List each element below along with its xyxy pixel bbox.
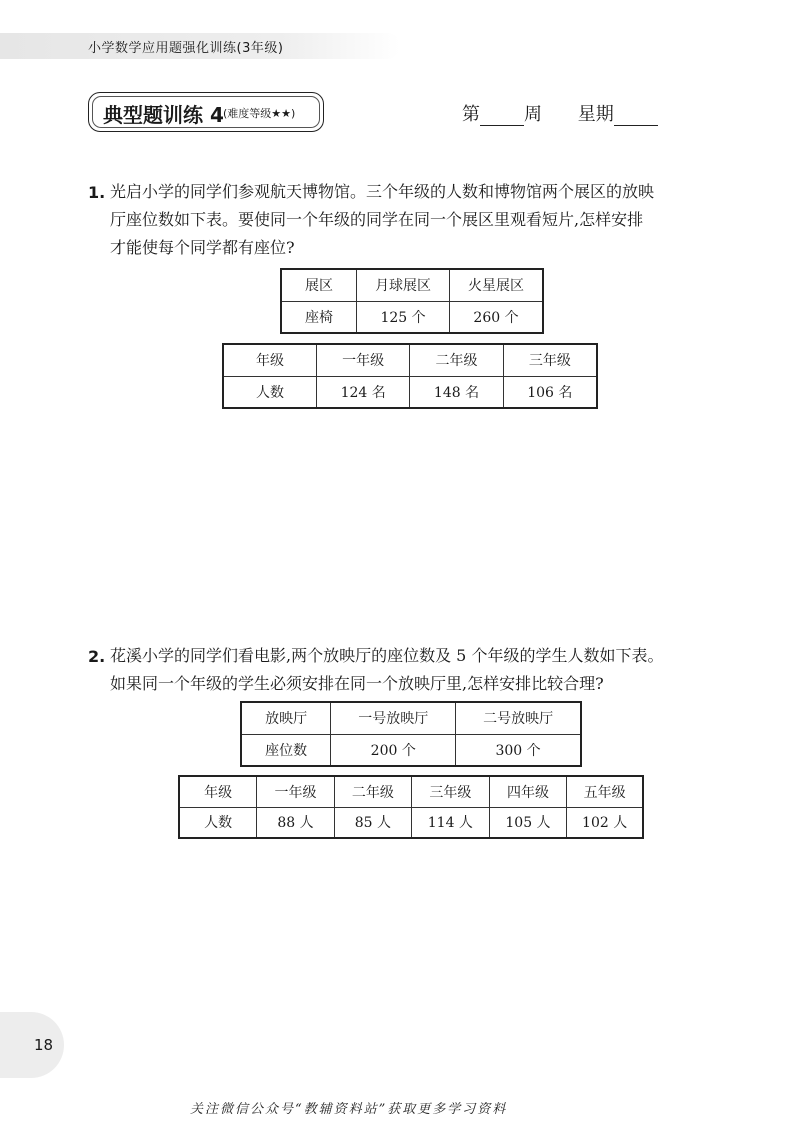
table-header-cell: 放映厅 <box>241 702 331 734</box>
section-title: 典型题训练 4 <box>103 103 224 127</box>
table-header-cell: 五年级 <box>567 776 643 807</box>
q1-line: 光启小学的同学们参观航天博物馆。三个年级的人数和博物馆两个展区的放映 <box>110 182 655 201</box>
table-header-cell: 二年级 <box>334 776 411 807</box>
table-header-cell: 年级 <box>179 776 257 807</box>
table-cell: 148 名 <box>410 376 503 408</box>
table-cell: 106 名 <box>503 376 597 408</box>
q1-line: 厅座位数如下表。要使同一个年级的同学在同一个展区里观看短片,怎样安排 <box>110 210 644 229</box>
table-cell: 105 人 <box>489 807 567 838</box>
table-cell: 200 个 <box>331 734 456 766</box>
table-header-cell: 一年级 <box>257 776 334 807</box>
page-number: 18 <box>34 1036 54 1054</box>
table-cell: 125 个 <box>357 301 450 333</box>
week-label: 周 <box>524 104 542 125</box>
table-header-cell: 三年级 <box>412 776 490 807</box>
table-header-cell: 月球展区 <box>357 269 450 301</box>
q2-line: 如果同一个年级的学生必须安排在同一个放映厅里,怎样安排比较合理? <box>110 674 604 693</box>
page-number-tab <box>0 1012 64 1078</box>
table-header-cell: 二年级 <box>410 344 503 376</box>
table-cell: 124 名 <box>317 376 410 408</box>
table-cell: 85 人 <box>334 807 411 838</box>
table-header-cell: 三年级 <box>503 344 597 376</box>
q2-students-table <box>178 775 644 839</box>
table-cell: 102 人 <box>567 807 643 838</box>
q1-students-table <box>222 343 598 409</box>
table-header-cell: 年级 <box>223 344 317 376</box>
weekday-label: 星期 <box>577 104 614 125</box>
q2-text <box>110 642 770 698</box>
table-header-cell: 四年级 <box>489 776 567 807</box>
table-header-cell: 二号放映厅 <box>456 702 581 734</box>
section-badge <box>88 92 324 132</box>
table-cell: 座椅 <box>281 301 357 333</box>
table-cell: 座位数 <box>241 734 331 766</box>
q2-seats-table <box>240 701 582 767</box>
table-cell: 人数 <box>223 376 317 408</box>
q1-seats-table <box>280 268 544 334</box>
table-cell: 260 个 <box>450 301 543 333</box>
table-cell: 114 人 <box>412 807 490 838</box>
table-header-cell: 一年级 <box>317 344 410 376</box>
book-title: 小学数学应用题强化训练(3年级) <box>88 41 284 56</box>
q2-number: 2. <box>88 647 106 666</box>
q1-text <box>110 178 750 262</box>
q2-line: 花溪小学的同学们看电影,两个放映厅的座位数及 5 个年级的学生人数如下表。 <box>110 646 664 665</box>
table-cell: 人数 <box>179 807 257 838</box>
footer-note: 关注微信公众号“教辅资料站”获取更多学习资料 <box>190 1102 508 1117</box>
q1-line: 才能使每个同学都有座位? <box>110 238 295 257</box>
table-cell: 300 个 <box>456 734 581 766</box>
table-cell: 88 人 <box>257 807 334 838</box>
week-blank[interactable] <box>480 105 524 126</box>
q1-number: 1. <box>88 183 106 202</box>
table-header-cell: 展区 <box>281 269 357 301</box>
difficulty-label: (难度等级★★) <box>223 107 296 120</box>
weekday-blank[interactable] <box>614 105 658 126</box>
week-prefix: 第 <box>462 104 480 125</box>
week-day-line <box>462 100 658 126</box>
table-header-cell: 一号放映厅 <box>331 702 456 734</box>
table-header-cell: 火星展区 <box>450 269 543 301</box>
